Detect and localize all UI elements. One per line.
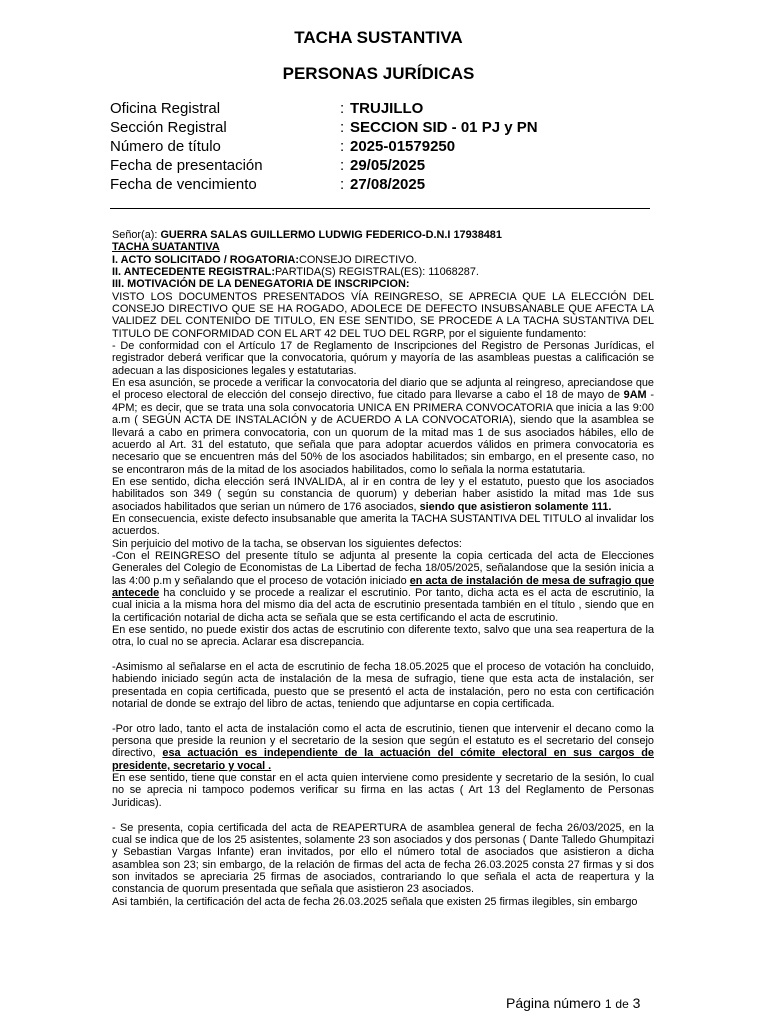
document-title: TACHA SUSTANTIVA: [294, 28, 463, 47]
section-antecedente: II. ANTECEDENTE REGISTRAL:PARTIDA(S) REGISTRAL(ES): 11068287.: [112, 266, 479, 279]
paragraph: -Asimismo al señalarse en el acta de escrutinio de fecha 18.05.2025 que el proceso de votación ha concluido, habiendo iniciado según acta de instalación de la mesa de sufragio, tiene que esta acta de instalación, ser presentada en copia certificada, puesto que se presentó el acta de instalación, pero no esta con certificación notarial de donde se extrajo del libro de actas, teniendo que adjuntarse en copia certificada.: [112, 661, 654, 711]
paragraph: -Con el REINGRESO del presente título se adjunta al presente la copia certicada del acta de Elecciones Generales del Colegio de Economistas de La Libertad de fecha 18/05/2025, señalandose que la sesión inicia a las 4:00 p.m y señalando que el proceso de votación iniciado en acta de instalación de mesa de sufragio que antecede ha concluido y se procede a realizar el escrutinio. Por tanto, dicha acta es el acta de escrutinio, la cual inicia a la misma hora del mismo dia del acta de escrutinio presentada también en el título , siendo que en la certificación notarial de dicha acta se señala que se esta certificando el acta de escrutinio.: [112, 549, 654, 624]
paragraph: Sin perjuicio del motivo de la tacha, se observan los siguientes defectos:: [112, 537, 462, 550]
field-label: Sección Registral: [110, 119, 227, 136]
paragraph: En esa asunción, se procede a verificar la convocatoria del diario que se adjunta al reingreso, apreciandose que el proceso electoral de elección del consejo directivo, fue citado para llevarse a cabo el 18 de mayo de 9AM - 4PM; es decir, que se trata una sola convocatoria UNICA EN PRIMERA CONVOCATORIA que inicia a las 9:00 a.m ( SEGÚN ACTA DE INSTALACIÓN y de ACUERDO A LA CONVOCATORIA), siendo que la asamblea se llevará a cabo en primera convocatoria, con un quorum de la mitad mas 1 de sus asociados hábiles, ello de acuerdo al Art. 31 del estatuto, que señala que para adoptar acuerdos válidos en primera convocatoria es necesario que se encuentren más del 50% de los asociados habilitados; sin embargo, en el presente caso, no se encontraron más de la mitad de los asociados habilitados, como lo señala la norma estatutaria.: [112, 377, 654, 476]
paragraph: Asi también, la certificación del acta de fecha 26.03.2025 señala que existen 25 firmas ilegibles, sin embargo: [112, 895, 638, 908]
page-total: 3: [632, 995, 641, 1011]
page-current: 1: [604, 997, 612, 1011]
field-value: SECCION SID - 01 PJ y PN: [350, 119, 538, 136]
field-value: 29/05/2025: [350, 157, 426, 174]
field-value: 2025-01579250: [350, 138, 456, 155]
header-divider: [110, 208, 650, 209]
section-acto: I. ACTO SOLICITADO / ROGATORIA:CONSEJO DIRECTIVO.: [112, 253, 417, 266]
field-value: TRUJILLO: [350, 100, 424, 117]
paragraph: En ese sentido, dicha elección será INVALIDA, al ir en contra de ley y el estatuto, puesto que los asociados habilitados son 349 ( según su constancia de quorum) y deberian haber asistido la mitad mas 1de sus asociados habilitados que serian un número de 176 asociados, siendo que asistieron solamente 111.: [112, 475, 654, 513]
field-label: Fecha de vencimiento: [110, 176, 257, 193]
page-number-footer: [506, 995, 640, 1011]
paragraph: En consecuencia, existe defecto insubsanable que amerita la TACHA SUSTANTIVA DEL TITULO al invalidar los acuerdos.: [112, 512, 654, 538]
addressee-line: Señor(a): GUERRA SALAS GUILLERMO LUDWIG FEDERICO-D.N.I 17938481: [112, 229, 502, 241]
document-subtitle: PERSONAS JURÍDICAS: [282, 64, 475, 83]
paragraph: VISTO LOS DOCUMENTOS PRESENTADOS VÍA REINGRESO, SE APRECIA QUE LA ELECCIÓN DEL CONSEJO DIRECTIVO QUE SE HA ROGADO, ADOLECE DE DEFECTO INSUBSANABLE QUE AFECTA LA VALIDEZ DEL CONTENIDO DE TITULO, EN ESE SENTIDO, SE PROCEDE A LA TACHA SUSTANTIVA DEL TITULO DE CONFORMIDAD CON EL ART 42 DEL TUO DEL RGRP, por el siguiente fundamento:: [112, 290, 654, 340]
field-value: 27/08/2025: [350, 176, 426, 193]
page-of-label: de: [615, 997, 629, 1011]
section-motivacion: III. MOTIVACIÓN DE LA DENEGATORIA DE INSCRIPCION:: [112, 278, 410, 291]
paragraph: - De conformidad con el Artículo 17 de Reglamento de Inscripciones del Registro de Personas Jurídicas, el registrador deberá verificar que la convocatoria, quórum y mayoría de las asambleas puestas a calificación se adecuan a las disposiciones legales y estatutarias.: [112, 340, 654, 377]
section-heading: TACHA SUATANTIVA: [112, 241, 220, 254]
field-label: Número de título: [110, 138, 221, 155]
document-body: [112, 229, 654, 908]
paragraph: - Se presenta, copia certificada del acta de REAPERTURA de asamblea general de fecha 26/03/2025, en la cual se indica que de los 25 asistentes, solamente 23 son asociados y dos personas ( Dante Talledo Ghumpitazi y Sebastian Vargas Infante) eran invitados, por ello el número total de asociados que asistieron a dicha asamblea son 23; sin embargo, de la relación de firmas del acta de fecha 26.03.2025 consta 27 firmas y si dos son invitados se apreciaria 25 firmas de asociados, contrariando lo que señala el acta de reapertura y la constancia de quorum presentada que señala que asistieron 23 asociados.: [112, 821, 654, 896]
paragraph: -Por otro lado, tanto el acta de instalación como el acta de escrutinio, tienen que intervenir el decano como la persona que preside la reunion y el secretario de la sesion que según el estatuto es el secretario del consejo directivo, esa actuación es independiente de la actuación del cómite electoral en sus cargos de presidente, secretario y vocal .: [112, 722, 654, 772]
paragraph: En ese sentido, tiene que constar en el acta quien interviene como presidente y secretario de la sesión, lo cual no se aprecia ni tampoco podemos verificar su firma en las actas ( Art 13 del Reglamento de Personas Juridicas).: [112, 772, 654, 809]
page-label: Página número: [506, 995, 601, 1011]
field-label: Oficina Registral: [110, 100, 221, 117]
paragraph: En ese sentido, no puede existir dos actas de escrutinio con diferente texto, salvo que una sea reapertura de la otra, lo cual no se aprecia. Aclarar esa discrepancia.: [112, 624, 654, 649]
addressee-name: GUERRA SALAS GUILLERMO LUDWIG FEDERICO-D.N.I 17938481: [160, 229, 502, 241]
field-label: Fecha de presentación: [110, 157, 263, 174]
